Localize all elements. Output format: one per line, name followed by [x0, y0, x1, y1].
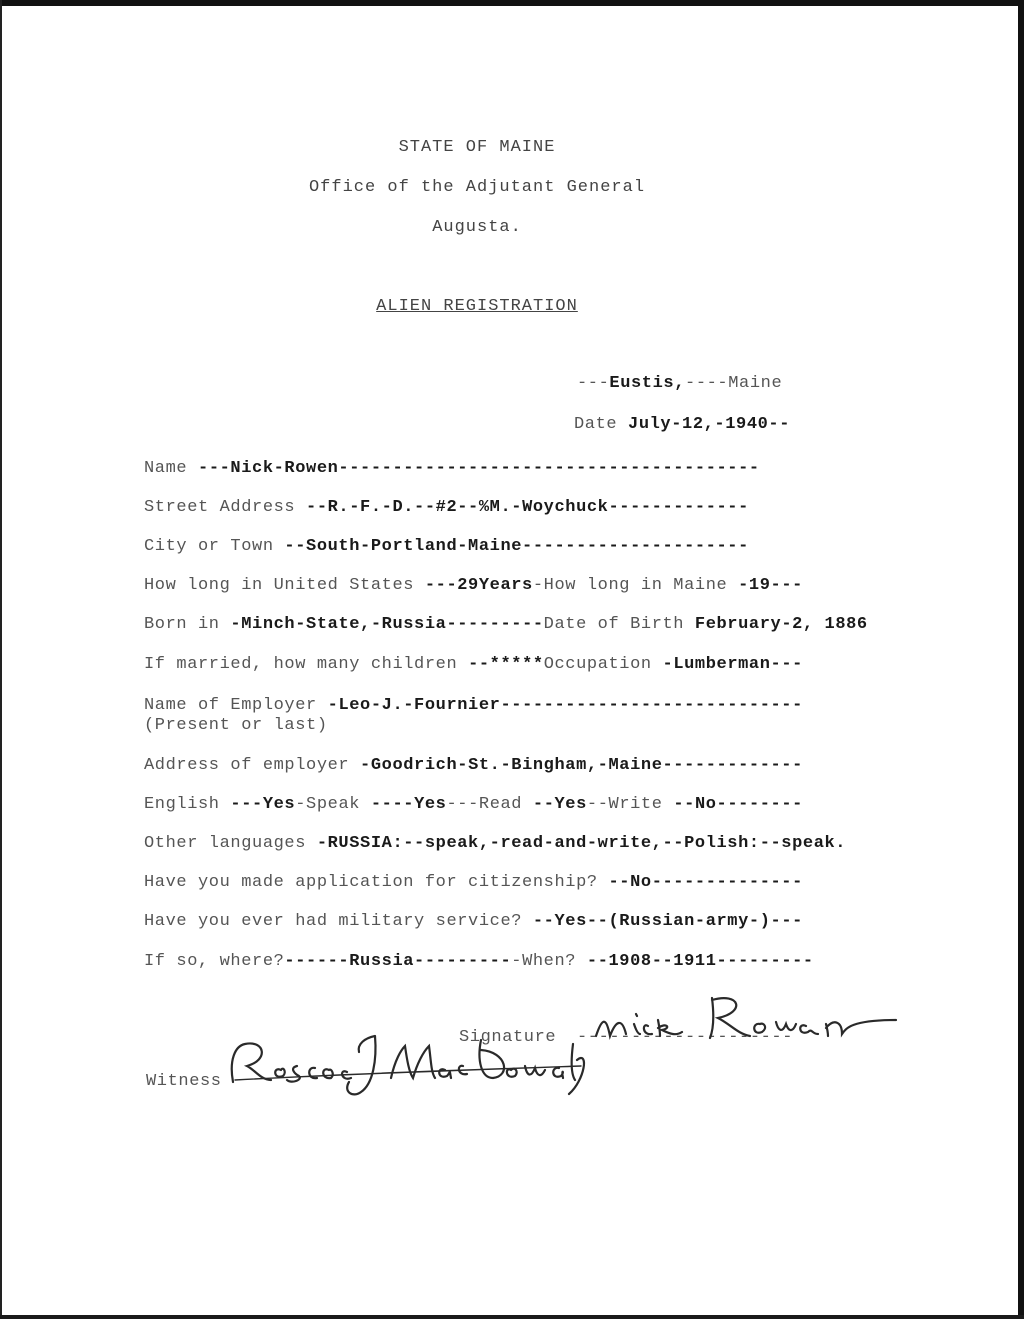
street-value: --R.-F.-D.--#2--%M.-Woychuck-------------	[306, 498, 749, 517]
residence-line: How long in United States ---29Years-How long in Maine -19---	[144, 576, 803, 595]
name-value: ---Nick-Rowen---------------------------------------	[198, 459, 760, 478]
when-value: --1908--1911---------	[586, 952, 814, 971]
place-line: ---Eustis,----Maine	[577, 374, 783, 393]
military-line: Have you ever had military service? --Yes--(Russian-army-)---	[144, 912, 803, 931]
birth-line: Born in -Minch-State,-Russia---------Date of Birth February-2, 1886	[144, 615, 868, 634]
employer-note: (Present or last)	[144, 716, 328, 735]
children-value: --*****	[468, 655, 544, 674]
occupation-value: -Lumberman---	[662, 655, 803, 674]
street-line: Street Address --R.-F.-D.--#2--%M.-Woychuck-------------	[144, 498, 749, 517]
children-line: If married, how many children --*****Occupation -Lumberman---	[144, 655, 803, 674]
date-value: July-12,-1940--	[628, 415, 791, 434]
years-us-value: ---29Years	[424, 576, 533, 595]
english-line: English ---Yes-Speak ----Yes---Read --Yes--Write --No--------	[144, 795, 803, 814]
languages-value: -RUSSIA:--speak,-read-and-write,--Polish:--speak.	[316, 834, 847, 853]
years-maine-value: -19---	[738, 576, 803, 595]
signature-dashes: --------------------	[577, 1028, 794, 1047]
signature-handwriting	[590, 990, 910, 1050]
scan-border-top	[0, 0, 1024, 6]
witness-label: Witness	[146, 1072, 222, 1091]
employer-address-value: -Goodrich-St.-Bingham,-Maine-------------	[360, 756, 803, 775]
military-value: --Yes--(Russian-army-)---	[532, 912, 803, 931]
birth-date-value: February-2, 1886	[694, 615, 868, 634]
date-line: Date July-12,-1940--	[574, 415, 791, 434]
born-in-value: -Minch-State,-Russia---------	[230, 615, 544, 634]
citizenship-line: Have you made application for citizenship? --No--------------	[144, 873, 803, 892]
languages-line: Other languages -RUSSIA:--speak,-read-and-write,--Polish:--speak.	[144, 834, 847, 853]
scan-border-left	[0, 0, 2, 1319]
city-heading: Augusta.	[432, 218, 522, 237]
name-line: Name ---Nick-Rowen---------------------------------------	[144, 459, 760, 478]
speak-value: ----Yes	[370, 795, 447, 814]
signature-label: Signature	[459, 1028, 568, 1047]
state-heading: STATE OF MAINE	[398, 138, 556, 157]
city-value: --South-Portland-Maine---------------------	[284, 537, 749, 556]
read-value: --Yes	[532, 795, 587, 814]
form-title: ALIEN REGISTRATION	[376, 297, 578, 316]
english-value: ---Yes	[230, 795, 296, 814]
witness-signature-handwriting	[225, 1030, 590, 1100]
state-label: Maine	[728, 374, 783, 393]
scan-border-bottom	[0, 1315, 1024, 1319]
employer-value: -Leo-J.-Fournier----------------------------	[327, 696, 803, 715]
city-line: City or Town --South-Portland-Maine---------------------	[144, 537, 749, 556]
place-value: Eustis,	[609, 374, 686, 393]
office-heading: Office of the Adjutant General	[308, 178, 646, 197]
scan-border-right	[1018, 0, 1024, 1319]
employer-address-line: Address of employer -Goodrich-St.-Bingham,-Maine-------------	[144, 756, 803, 775]
employer-line: Name of Employer -Leo-J.-Fournier----------------------------	[144, 696, 803, 715]
write-value: --No--------	[673, 795, 803, 814]
where-value: ------Russia---------	[284, 952, 512, 971]
where-line: If so, where?------Russia----------When? --1908--1911---------	[144, 952, 814, 971]
citizenship-value: --No--------------	[608, 873, 803, 892]
